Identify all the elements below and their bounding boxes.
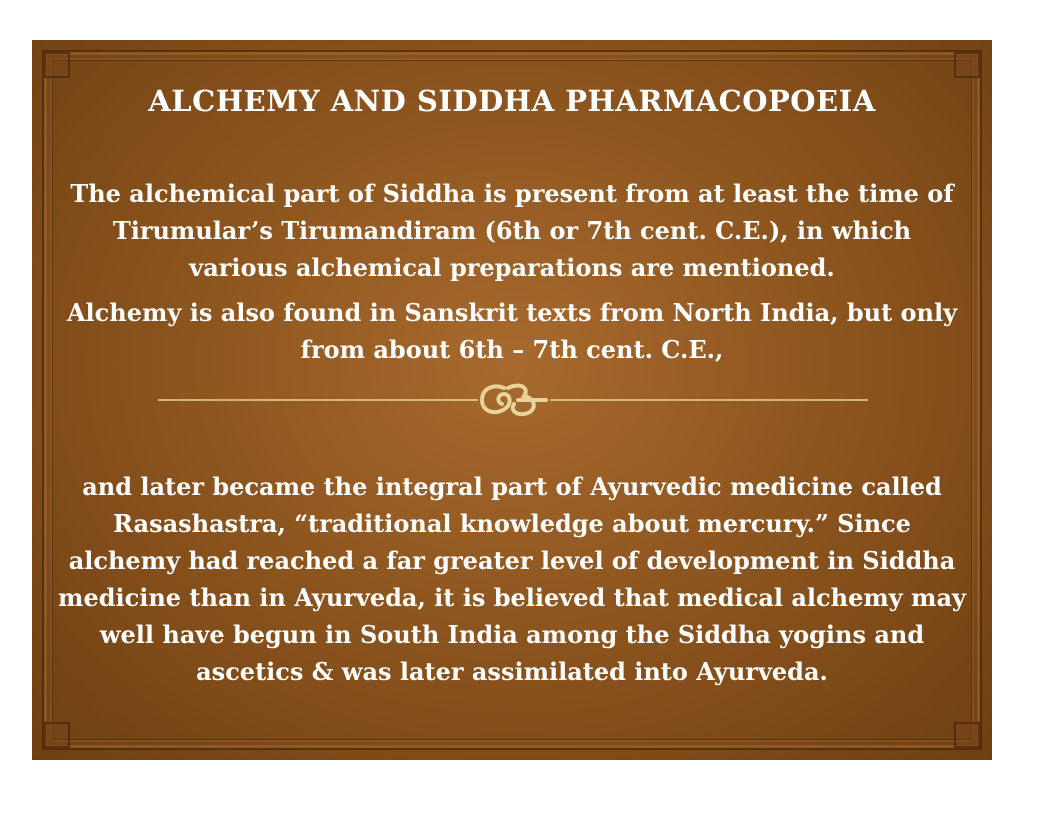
paragraph-rasashastra: and later became the integral part of Ayurvedic medicine called Rasashastra, “traditional knowledge about mercury.” Since alchemy had reached a far greater level of development in Siddha medicine than in Ayurveda, it is believed that medical alchemy may well have begun in South India among the Siddha yogins and ascetics & was later assimilated into Ayurveda. [58,472,966,686]
frame-corner-ornament [44,52,70,78]
frame-corner-ornament [44,722,70,748]
paragraph-tirumandiram: The alchemical part of Siddha is present from at least the time of Tirumular’s Tirumandiram (6th or 7th cent. C.E.), in which various alchemical preparations are mentioned. [70,179,954,282]
slide-title: ALCHEMY AND SIDDHA PHARMACOPOEIA [148,84,876,118]
frame-corner-ornament [954,52,980,78]
paragraph-sanskrit-texts: Alchemy is also found in Sanskrit texts from North India, but only from about 6th – 7th cent. C.E., [66,298,958,364]
flourish-divider-icon [158,378,868,422]
frame-corner-ornament [954,722,980,748]
slide [32,40,992,760]
